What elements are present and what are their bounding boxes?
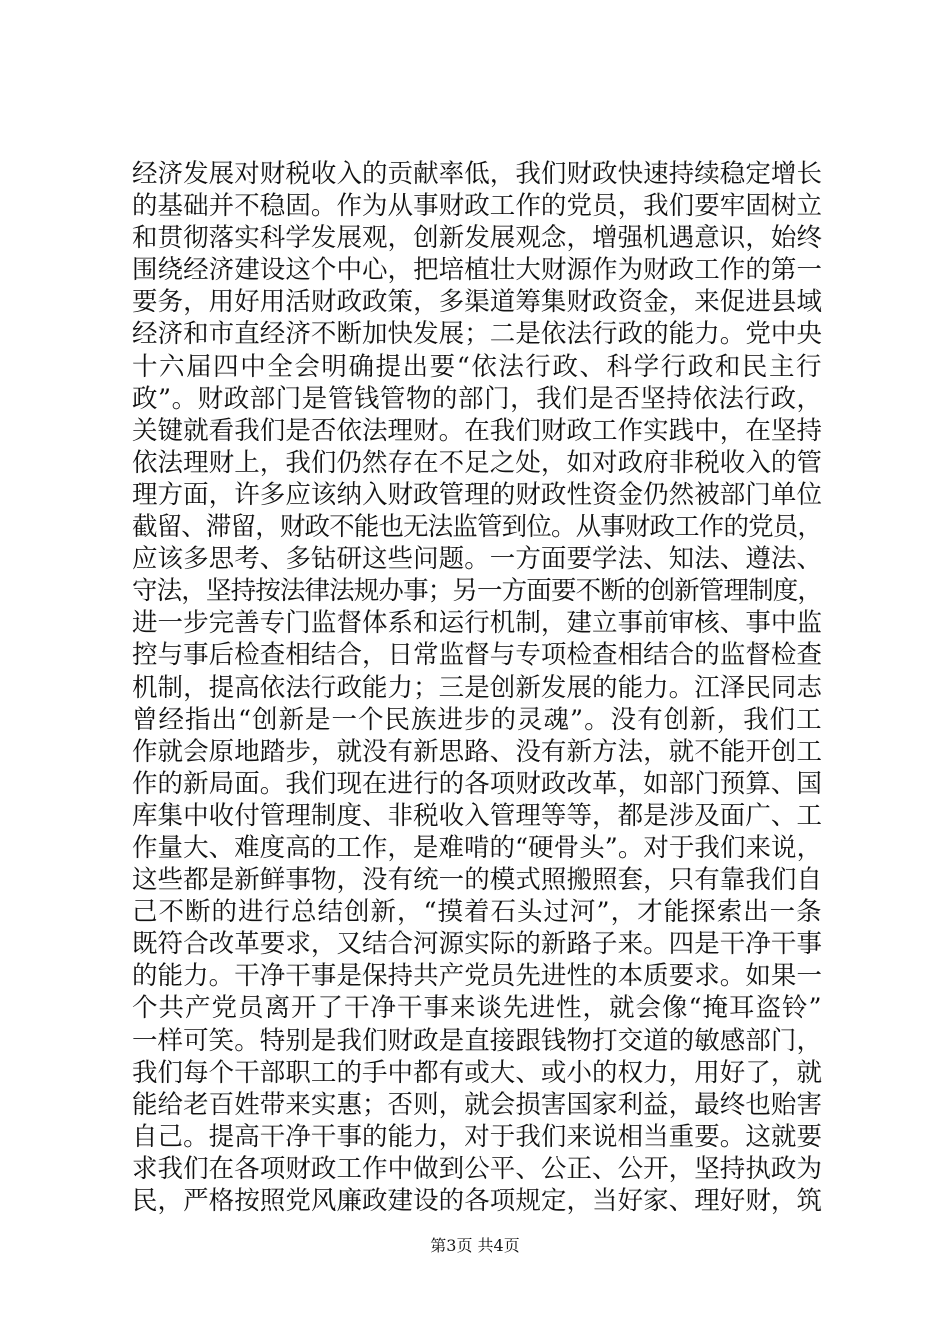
text-line: 作的新局面。我们现在进行的各项财政改革，如部门预算、国: [132, 768, 822, 799]
text-line: 依法理财上，我们仍然存在不足之处，如对政府非税收入的管: [132, 447, 822, 478]
text-line: 己不断的进行总结创新，“摸着石头过河”，才能探索出一条: [132, 897, 823, 928]
page-footer: 第3页 共4页: [430, 1236, 520, 1255]
text-line: 库集中收付管理制度、非税收入管理等等，都是涉及面广、工: [132, 800, 822, 831]
text-line: 围绕经济建设这个中心，把培植壮大财源作为财政工作的第一: [132, 255, 822, 286]
text-line: 守法，坚持按法律法规办事；另一方面要不断的创新管理制度，: [132, 576, 822, 607]
text-line: 我们每个干部职工的手中都有或大、或小的权力，用好了，就: [132, 1057, 822, 1088]
text-line: 应该多思考、多钻研这些问题。一方面要学法、知法、遵法、: [132, 544, 822, 575]
text-line: 进一步完善专门监督体系和运行机制，建立事前审核、事中监: [132, 608, 822, 639]
text-line: 机制，提高依法行政能力；三是创新发展的能力。江泽民同志: [132, 672, 822, 703]
text-line: 十六届四中全会明确提出要“依法行政、科学行政和民主行: [132, 351, 824, 382]
text-line: 的能力。干净干事是保持共产党员先进性的本质要求。如果一: [132, 961, 822, 992]
text-line: 截留、滞留，财政不能也无法监管到位。从事财政工作的党员，: [132, 512, 822, 543]
text-line: 理方面，许多应该纳入财政管理的财政性资金仍然被部门单位: [132, 479, 822, 510]
text-line: 求我们在各项财政工作中做到公平、公正、公开，坚持执政为: [132, 1153, 822, 1184]
text-line: 要务，用好用活财政政策，多渠道筹集财政资金，来促进县域: [132, 287, 822, 318]
text-line: 民，严格按照党风廉政建设的各项规定，当好家、理好财，筑: [132, 1186, 822, 1216]
text-line: 的基础并不稳固。作为从事财政工作的党员，我们要牢固树立: [132, 191, 822, 222]
text-line: 控与事后检查相结合，日常监督与专项检查相结合的监督检查: [132, 640, 822, 671]
text-line: 作就会原地踏步，就没有新思路、没有新方法，就不能开创工: [132, 736, 822, 767]
text-line: 能给老百姓带来实惠；否则，就会损害国家利益，最终也贻害: [132, 1089, 822, 1120]
text-line: 关键就看我们是否依法理财。在我们财政工作实践中，在坚持: [132, 415, 822, 446]
text-line: 这些都是新鲜事物，没有统一的模式照搬照套，只有靠我们自: [132, 865, 822, 896]
text-line: 作量大、难度高的工作，是难啃的“硬骨头”。对于我们来说，: [132, 832, 823, 863]
text-line: 自己。提高干净干事的能力，对于我们来说相当重要。这就要: [132, 1121, 822, 1152]
text-line: 曾经指出“创新是一个民族进步的灵魂”。没有创新，我们工: [132, 704, 823, 735]
text-line: 和贯彻落实科学发展观，创新发展观念，增强机遇意识，始终: [132, 223, 822, 254]
text-line: 一样可笑。特别是我们财政是直接跟钱物打交道的敏感部门，: [132, 1025, 822, 1056]
text-line: 既符合改革要求，又结合河源实际的新路子来。四是干净干事: [132, 929, 822, 960]
text-line: 个共产党员离开了干净干事来谈先进性，就会像“掩耳盗铃”: [132, 993, 823, 1024]
text-line: 政”。财政部门是管钱管物的部门，我们是否坚持依法行政，: [132, 383, 823, 414]
text-line: 经济和市直经济不断加快发展；二是依法行政的能力。党中央: [132, 319, 822, 350]
text-line: 经济发展对财税收入的贡献率低，我们财政快速持续稳定增长: [132, 159, 822, 189]
body-text: [132, 158, 822, 1217]
